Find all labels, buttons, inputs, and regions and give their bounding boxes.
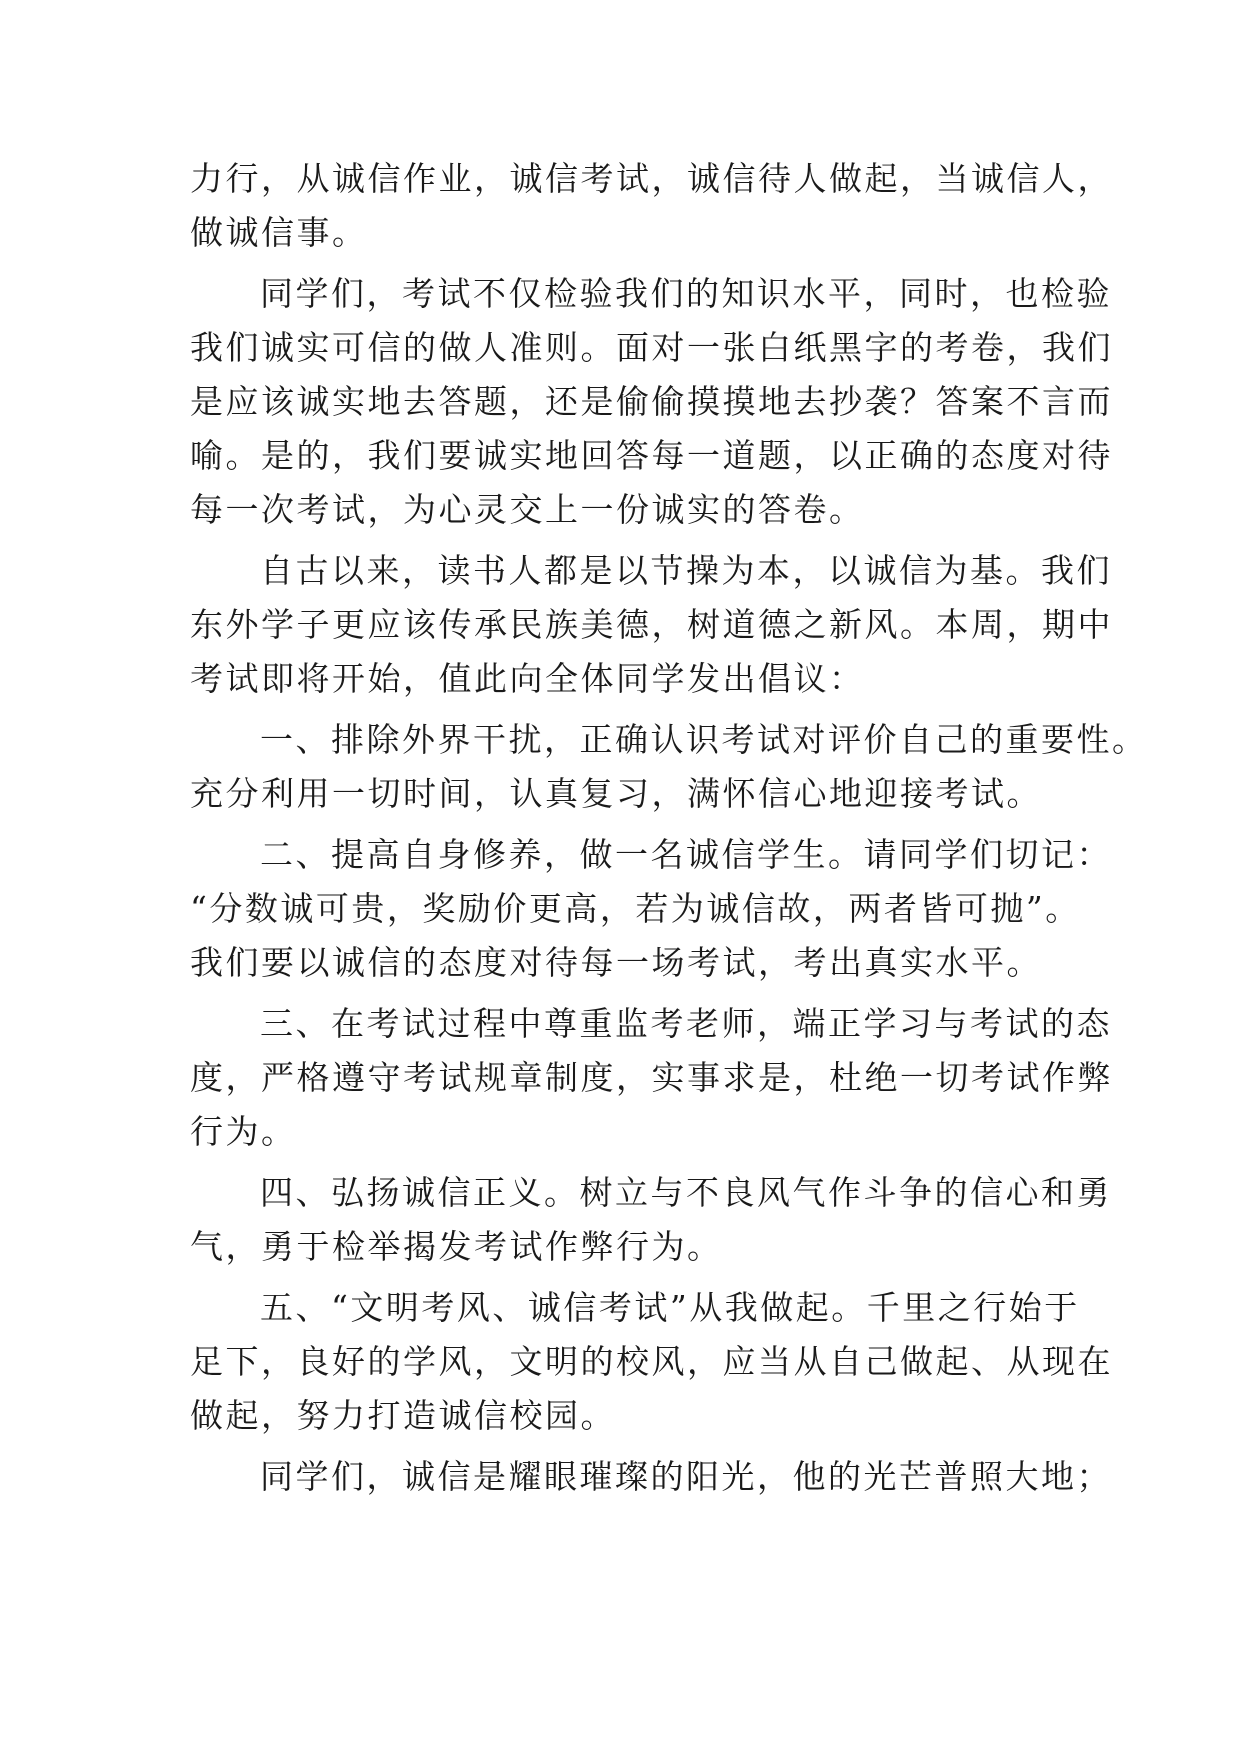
text-line: 喻。是的，我们要诚实地回答每一道题，以正确的态度对待 — [190, 436, 1113, 475]
text-line: 做诚信事。 — [190, 213, 368, 252]
text-line: 度，严格遵守考试规章制度，实事求是，杜绝一切考试作弊 — [190, 1058, 1113, 1097]
paragraph-first-line: 五、“文明考风、诚信考试”从我做起。千里之行始于 — [260, 1288, 1080, 1327]
text-line: 东外学子更应该传承民族美德，树道德之新风。本周，期中 — [190, 605, 1113, 644]
paragraph-first-line: 一、排除外界干扰，正确认识考试对评价自己的重要性。 — [260, 720, 1148, 759]
text-line: 气，勇于检举揭发考试作弊行为。 — [190, 1227, 723, 1266]
text-line: 足下，良好的学风，文明的校风，应当从自己做起、从现在 — [190, 1342, 1113, 1381]
text-line: 考试即将开始，值此向全体同学发出倡议： — [190, 659, 865, 698]
paragraph-first-line: 同学们，考试不仅检验我们的知识水平，同时，也检验 — [260, 274, 1112, 313]
text-line: 我们要以诚信的态度对待每一场考试，考出真实水平。 — [190, 943, 1042, 982]
paragraph-first-line: 二、提高自身修养，做一名诚信学生。请同学们切记： — [260, 835, 1112, 874]
text-line: 充分利用一切时间，认真复习，满怀信心地迎接考试。 — [190, 774, 1042, 813]
text-line: 行为。 — [190, 1112, 297, 1151]
paragraph-first-line: 三、在考试过程中尊重监考老师，端正学习与考试的态 — [260, 1004, 1112, 1043]
text-line: 是应该诚实地去答题，还是偷偷摸摸地去抄袭？答案不言而 — [190, 382, 1113, 421]
paragraph-first-line: 四、弘扬诚信正义。树立与不良风气作斗争的信心和勇 — [260, 1173, 1112, 1212]
text-line: 力行，从诚信作业，诚信考试，诚信待人做起，当诚信人， — [190, 159, 1113, 198]
text-line: 做起，努力打造诚信校园。 — [190, 1396, 616, 1435]
paragraph-first-line: 同学们，诚信是耀眼璀璨的阳光，他的光芒普照大地； — [260, 1457, 1112, 1496]
text-line: 每一次考试，为心灵交上一份诚实的答卷。 — [190, 490, 865, 529]
text-line: 我们诚实可信的做人准则。面对一张白纸黑字的考卷，我们 — [190, 328, 1113, 367]
paragraph-first-line: 自古以来，读书人都是以节操为本，以诚信为基。我们 — [260, 551, 1112, 590]
text-line: “分数诚可贵，奖励价更高，若为诚信故，两者皆可抛”。 — [190, 889, 1081, 928]
